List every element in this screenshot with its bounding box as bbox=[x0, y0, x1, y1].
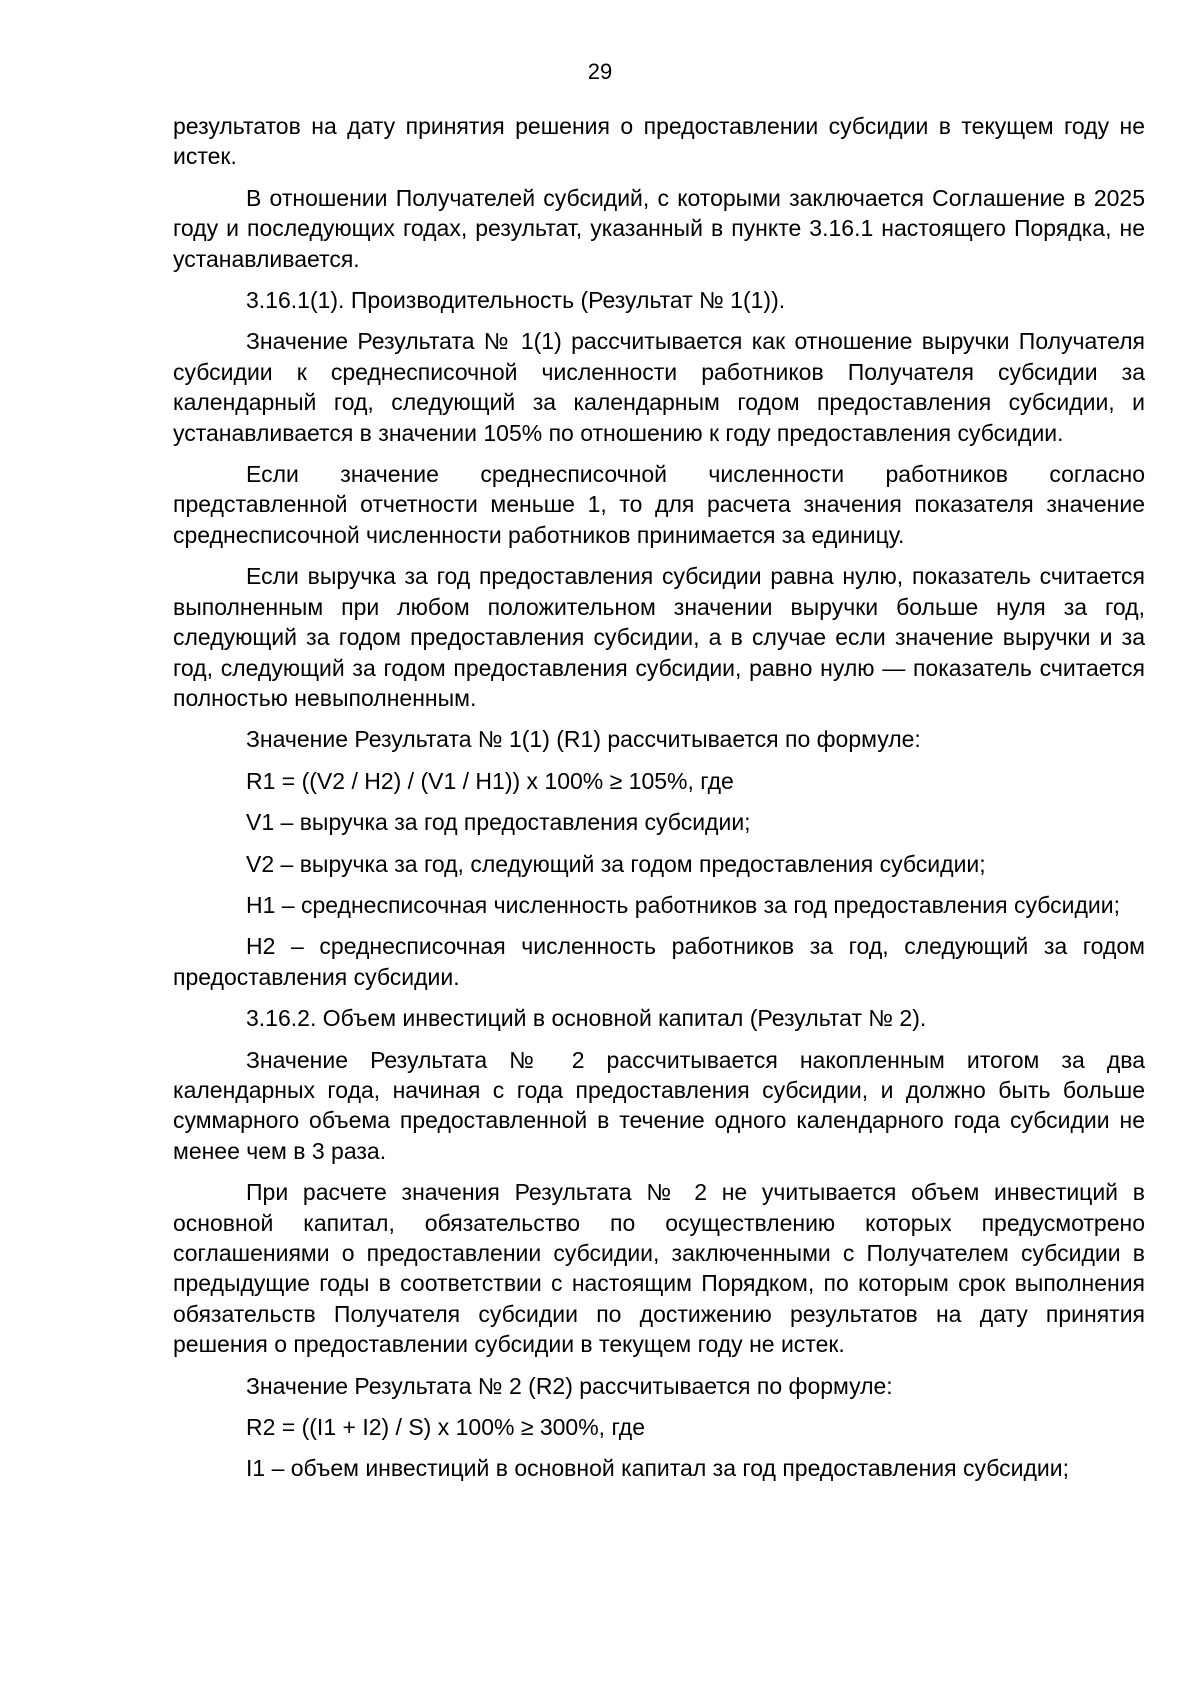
definition-h2: H2 – среднесписочная численность работников за год, следующий за годом предоставления субсидии. bbox=[173, 933, 1145, 990]
paragraph-result-2-definition: Значение Результата № 2 рассчитывается накопленным итогом за два календарных года, начиная с года предоставления субсидии, и должно быть больше суммарного объема предоставленной в течение одного календарного года субсидии не менее чем в 3 раза. bbox=[173, 1046, 1145, 1164]
paragraph-result-1-1-definition: Значение Результата № 1(1) рассчитывается как отношение выручки Получателя субсидии к среднесписочной численности работников Получателя субсидии за календарный год, следующий за календарным годом предоставления субсидии, и устанавливается в значении 105% по отношению к году предоставления субсидии. bbox=[173, 328, 1145, 446]
page-number: 29 bbox=[587, 59, 613, 84]
paragraph-zero-revenue-rule: Если выручка за год предоставления субсидии равна нулю, показатель считается выполненным при любом положительном значении выручки больше нуля за год, следующий за годом предоставления субсидии, а в случае если значение выручки и за год, следующий за годом предоставления субсидии, равно нулю — показатель считается полностью невыполненным. bbox=[173, 563, 1145, 711]
paragraph-continuation: результатов на дату принятия решения о предоставлении субсидии в текущем году не истек. bbox=[173, 113, 1145, 170]
definition-v1: V1 – выручка за год предоставления субсидии; bbox=[246, 809, 751, 836]
section-heading-3-16-1-1: 3.16.1(1). Производительность (Результат № 1(1)). bbox=[246, 287, 786, 314]
formula-r2: R2 = ((I1 + I2) / S) x 100% ≥ 300%, где bbox=[246, 1414, 646, 1441]
paragraph-result-2-exclusion: При расчете значения Результата № 2 не учитывается объем инвестиций в основной капитал, обязательство по осуществлению которых предусмотрено соглашениями о предоставлении субсидии, заключенными с Получателем субсидии в предыдущие годы в соответствии с настоящим Порядком, по которым срок выполнения обязательств Получателя субсидии по достижению результатов на дату принятия решения о предоставлении субсидии в текущем году не истек. bbox=[173, 1179, 1145, 1358]
paragraph-2025-exception: В отношении Получателей субсидий, с которыми заключается Соглашение в 2025 году и последующих годах, результат, указанный в пункте 3.16.1 настоящего Порядка, не устанавливается. bbox=[173, 184, 1145, 272]
definition-v2: V2 – выручка за год, следующий за годом предоставления субсидии; bbox=[246, 850, 986, 877]
definition-i1: I1 – объем инвестиций в основной капитал за год предоставления субсидии; bbox=[246, 1455, 1069, 1482]
paragraph-formula-intro-r2: Значение Результата № 2 (R2) рассчитывается по формуле: bbox=[246, 1372, 893, 1399]
paragraph-headcount-rule: Если значение среднесписочной численности работников согласно представленной отчетности меньше 1, то для расчета значения показателя значение среднесписочной численности работников принимается за единицу. bbox=[173, 461, 1145, 548]
section-heading-3-16-2: 3.16.2. Объем инвестиций в основной капитал (Результат № 2). bbox=[246, 1005, 927, 1032]
definition-h1: H1 – среднесписочная численность работников за год предоставления субсидии; bbox=[246, 891, 1120, 918]
document-body bbox=[173, 111, 1145, 1495]
formula-r1: R1 = ((V2 / H2) / (V1 / H1)) x 100% ≥ 105%, где bbox=[246, 767, 734, 794]
paragraph-formula-intro-r1: Значение Результата № 1(1) (R1) рассчитывается по формуле: bbox=[246, 726, 921, 753]
